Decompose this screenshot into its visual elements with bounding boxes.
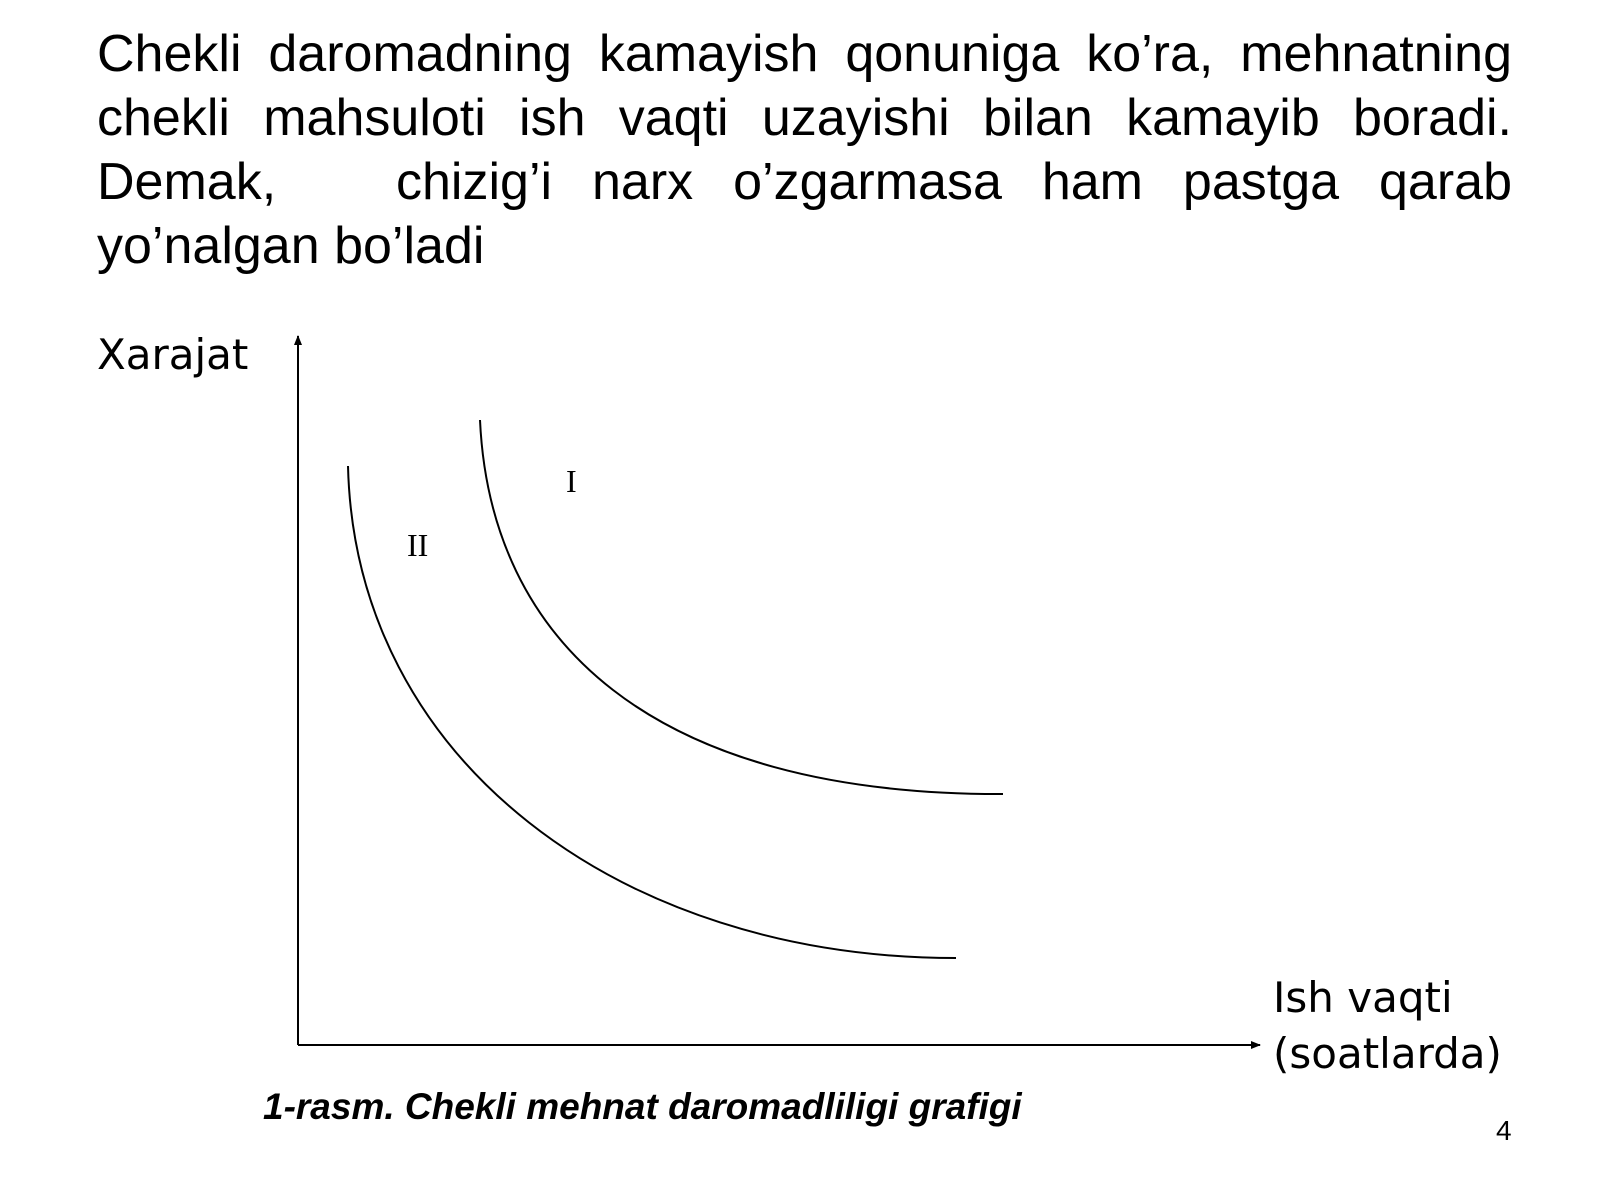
curve-ii [348,466,956,958]
figure-caption: 1-rasm. Chekli mehnat daromadliligi grafigi [263,1086,1022,1127]
x-axis-label-line2: (soatlarda) [1273,1029,1502,1078]
curve-ii-label: II [407,527,429,563]
x-axis-label-line1: Ish vaqti [1273,973,1453,1022]
curve-i-label: I [566,463,577,499]
y-axis-label: Xarajat [97,330,249,379]
slide-paragraph: Chekli daromadning kamayish qonuniga ko’ra, mehnatning chekli mahsuloti ish vaqti uzayishi bilan kamayib boradi. Demak, chizig’i narx o’zgarmasa ham pastga qarab yo’nalgan bo’ladi [97,25,1527,275]
x-axis-label [1273,970,1502,1082]
curve-i [480,420,1003,794]
page-number: 4 [1496,1115,1512,1146]
